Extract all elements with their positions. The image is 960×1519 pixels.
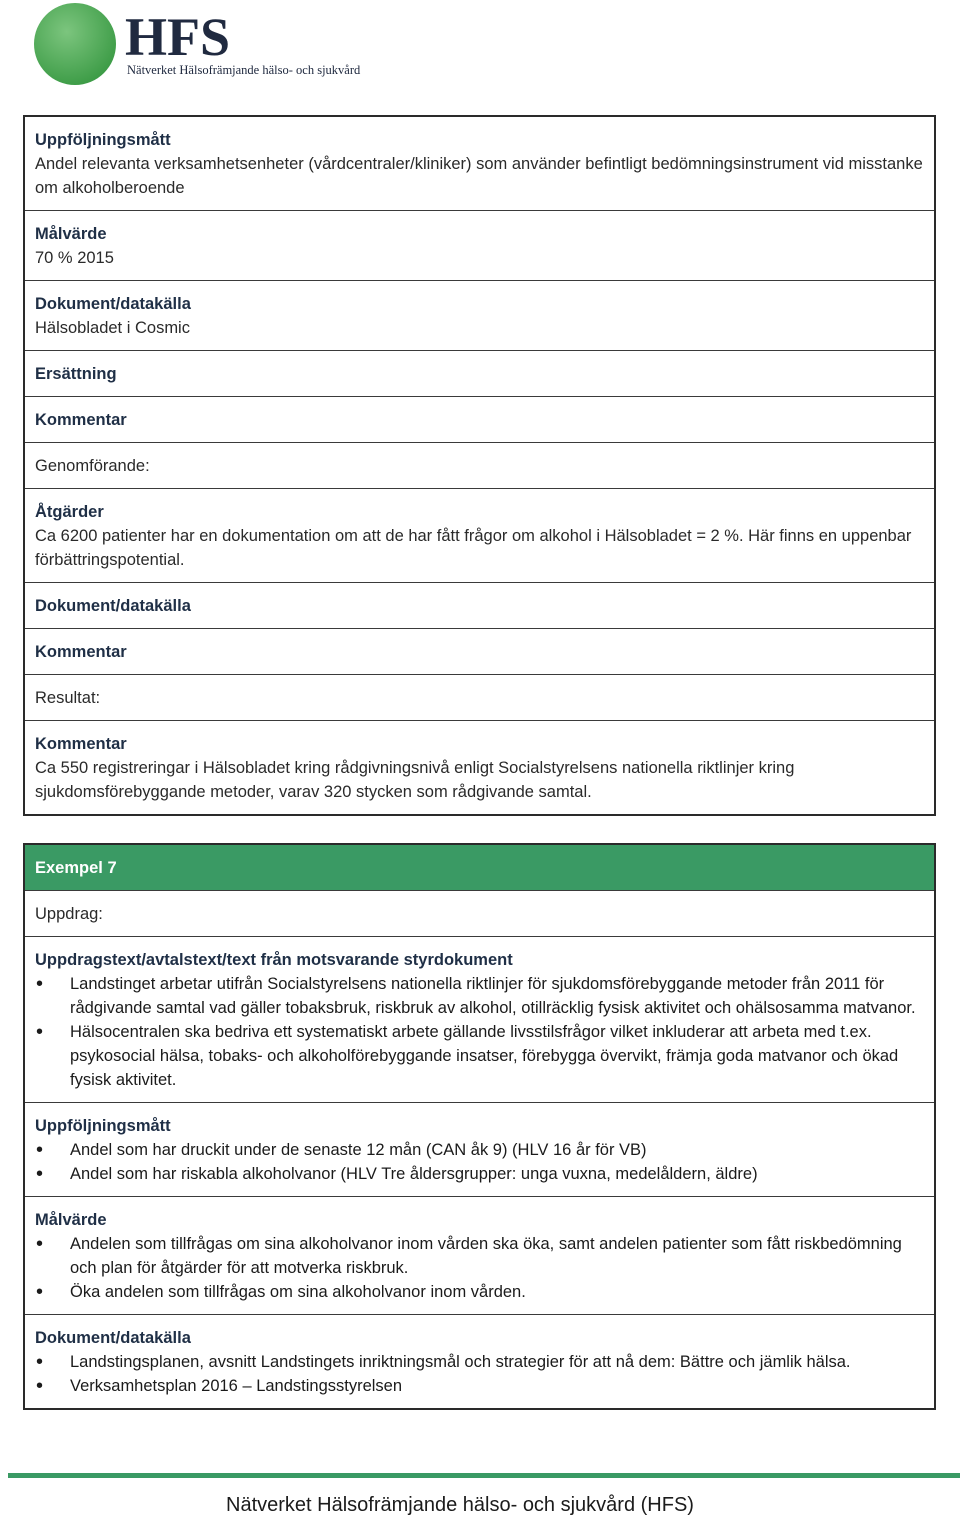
- assignment-heading-row: [25, 890, 934, 936]
- row-text: Hälsobladet i Cosmic: [35, 319, 190, 337]
- table-row: [25, 280, 934, 350]
- table-row: [25, 488, 934, 582]
- table-row: [25, 582, 934, 628]
- section-row: [25, 1196, 934, 1314]
- list-item: • Andelen som tillfrågas om sina alkoholvanor inom vården ska öka, samt andelen patienter som fått riskbedömning och plan för åtgärder för att motverka riskbruk.: [70, 1232, 924, 1280]
- table-row: [25, 117, 934, 210]
- section-row: [25, 1102, 934, 1196]
- example-7-title: Exempel 7: [35, 859, 117, 877]
- table-row: [25, 210, 934, 280]
- list-item: • Andel som har riskabla alkoholvanor (HLV Tre åldersgrupper: unga vuxna, medelåldern, äldre): [70, 1162, 924, 1186]
- table-row: [25, 628, 934, 674]
- list-item: • Öka andelen som tillfrågas om sina alkoholvanor inom vården.: [70, 1280, 924, 1304]
- section-label: Målvärde: [35, 1211, 107, 1229]
- table-row: [25, 442, 934, 488]
- table-row: [25, 350, 934, 396]
- row-label: Uppföljningsmått: [35, 131, 171, 149]
- bullet-list: [35, 1138, 924, 1186]
- row-text: Andel relevanta verksamhetsenheter (vårdcentraler/kliniker) som använder befintligt bedömningsinstrument vid misstanke om alkoholberoende: [35, 155, 923, 197]
- list-item: • Hälsocentralen ska bedriva ett systematiskt arbete gällande livsstilsfrågor vilket inkluderar att arbeta med t.ex. psykosocial hälsa, tobaks- och alkoholförebyggande insatser, förebygga övervikt, främja goda matvanor och ökad fysisk aktivitet.: [70, 1020, 924, 1092]
- logo-circle-icon: [34, 3, 116, 85]
- example-7-header: [25, 845, 934, 890]
- footer-line: [8, 1473, 960, 1478]
- row-text: Ca 6200 patienter har en dokumentation om att de har fått frågor om alkohol i Hälsobladet = 2 %. Här finns en uppenbar förbättringspotential.: [35, 527, 912, 569]
- row-text: 70 % 2015: [35, 249, 114, 267]
- assignment-heading: Uppdrag:: [35, 905, 103, 923]
- section-row: [25, 936, 934, 1102]
- row-label: Kommentar: [35, 643, 127, 661]
- list-item: • Landstingsplanen, avsnitt Landstingets inriktningsmål och strategier för att nå dem: Bättre och jämlik hälsa.: [70, 1350, 924, 1374]
- list-item: • Andel som har druckit under de senaste 12 mån (CAN åk 9) (HLV 16 år för VB): [70, 1138, 924, 1162]
- section-label: Uppdragstext/avtalstext/text från motsvarande styrdokument: [35, 951, 513, 969]
- logo-subtitle: Nätverket Hälsofrämjande hälso- och sjukvård: [127, 63, 361, 77]
- section-label: Uppföljningsmått: [35, 1117, 171, 1135]
- bullet-list: [35, 1232, 924, 1304]
- table-row: [25, 720, 934, 814]
- footer-text: Nätverket Hälsofrämjande hälso- och sjukvård (HFS): [226, 1494, 694, 1516]
- hfs-logo: [33, 3, 373, 85]
- row-text: Genomförande:: [35, 457, 150, 475]
- section-label: Dokument/datakälla: [35, 1329, 191, 1347]
- row-label: Ersättning: [35, 365, 117, 383]
- row-label: Åtgärder: [35, 503, 104, 521]
- bullet-list: [35, 1350, 924, 1398]
- row-label: Kommentar: [35, 735, 127, 753]
- example-7-table: [23, 843, 936, 1410]
- row-label: Kommentar: [35, 411, 127, 429]
- list-item: • Landstinget arbetar utifrån Socialstyrelsens nationella riktlinjer för sjukdomsförebyggande metoder från 2011 för rådgivande samtal vad gäller tobaksbruk, riskbruk av alkohol, otillräcklig fysisk aktivitet och ohälsosamma matvanor.: [70, 972, 924, 1020]
- logo-text: HFS: [125, 7, 231, 67]
- example-previous-table: [23, 115, 936, 816]
- section-row: [25, 1314, 934, 1408]
- row-label: Målvärde: [35, 225, 107, 243]
- row-text: Ca 550 registreringar i Hälsobladet kring rådgivningsnivå enligt Socialstyrelsens nationella riktlinjer kring sjukdomsförebyggande metoder, varav 320 stycken som rådgivande samtal.: [35, 759, 795, 801]
- list-item: • Verksamhetsplan 2016 – Landstingsstyrelsen: [70, 1374, 924, 1398]
- row-text: Resultat:: [35, 689, 101, 707]
- row-label: Dokument/datakälla: [35, 295, 191, 313]
- bullet-list: [35, 972, 924, 1092]
- row-label: Dokument/datakälla: [35, 597, 191, 615]
- table-row: [25, 396, 934, 442]
- table-row: [25, 674, 934, 720]
